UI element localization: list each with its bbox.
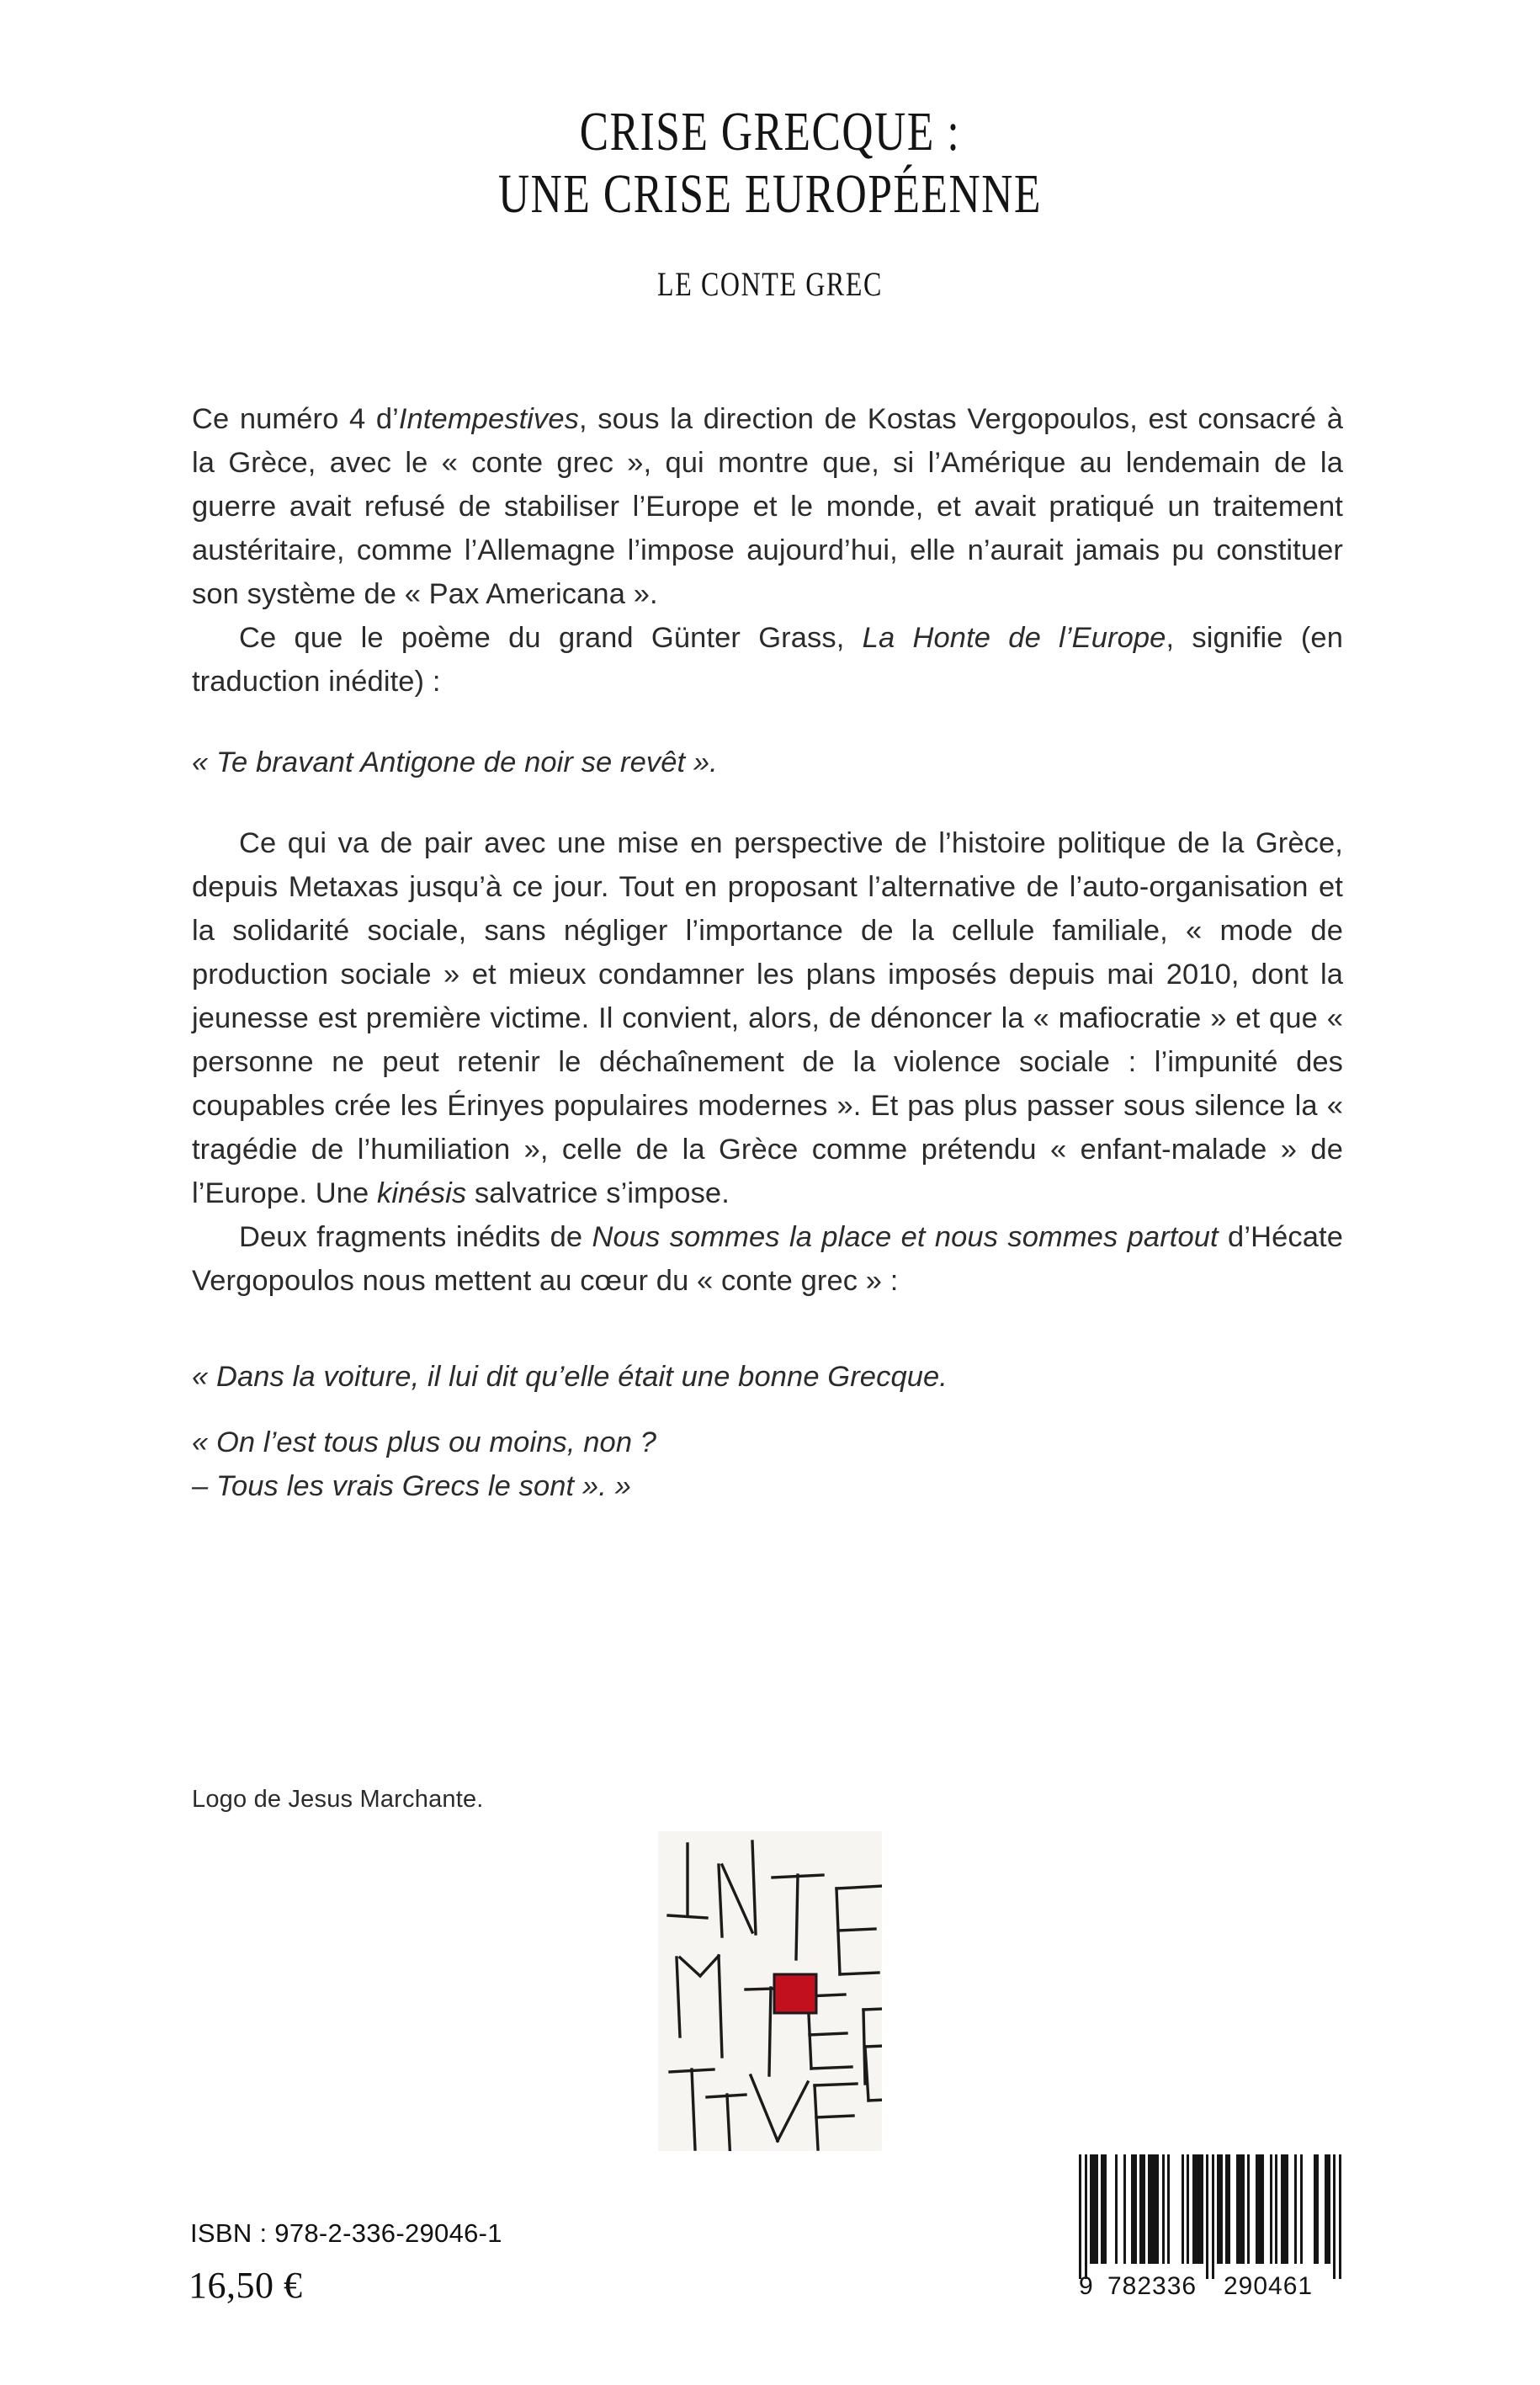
quote-grass: « Te bravant Antigone de noir se revêt ». — [192, 746, 718, 778]
quote-fragment-2-line-1: « On l’est tous plus ou moins, non ? — [192, 1426, 657, 1458]
title-line-2: UNE CRISE EUROPÉENNE — [497, 162, 1043, 225]
para1-pre: Ce numéro 4 d’ — [192, 403, 399, 435]
para1-italic-title: Intempestives — [398, 403, 580, 435]
paragraph-4 — [192, 1215, 1343, 1303]
blurb-text — [192, 397, 1343, 1508]
para2-post: , signifie (en traduction inédite) : — [192, 622, 1343, 698]
spacer — [192, 784, 1343, 821]
paragraph-3 — [192, 821, 1343, 1215]
title-line-1: CRISE GRECQUE : — [579, 101, 961, 162]
spacer — [192, 1303, 1343, 1355]
intempestives-logo — [658, 1831, 882, 2151]
intempestives-logo-art — [658, 1831, 882, 2151]
title-block — [0, 101, 1540, 304]
spacer — [192, 704, 1343, 741]
para2-italic-title: La Honte de l’Europe — [862, 622, 1166, 654]
barcode-digits — [1079, 2272, 1341, 2313]
price-text: 16,50 € — [189, 2265, 303, 2306]
barcode — [1079, 2154, 1341, 2316]
quote-fragment-2-line-2: – Tous les vrais Grecs le sont ». » — [192, 1470, 631, 1502]
barcode-bars — [1079, 2154, 1341, 2279]
logo-red-square — [774, 1974, 816, 2013]
para4-italic-title: Nous sommes la place et nous sommes partout — [592, 1221, 1219, 1253]
para3-post: salvatrice s’impose. — [466, 1177, 730, 1209]
spacer — [192, 1399, 1343, 1421]
page-title — [169, 101, 1370, 226]
para4-pre: Deux fragments inédits de — [239, 1221, 592, 1253]
quote-fragment-1: « Dans la voiture, il lui dit qu’elle était une bonne Grecque. — [192, 1361, 948, 1393]
para3-italic-word: kinésis — [377, 1177, 467, 1209]
paragraph-1 — [192, 397, 1343, 616]
para4-post: d’Hécate Vergopoulos nous mettent au cœur du « conte grec » : — [192, 1221, 1343, 1297]
paragraph-2 — [192, 616, 1343, 704]
para1-post: , sous la direction de Kostas Vergopoulos, est consacré à la Grèce, avec le « conte grec », qui montre que, si l’Amérique au lendemain de la guerre avait refusé de stabiliser l’Europe et le monde, et avait pratiqué un traitement austéritaire, comme l’Allemagne l’impose aujourd’hui, elle n’aurait jamais pu constituer son système de « Pax Americana ». — [192, 403, 1343, 610]
isbn-text: ISBN : 978-2-336-29046-1 — [190, 2218, 502, 2248]
logo-credit: Logo de Jesus Marchante. — [192, 1786, 484, 1813]
page-subtitle: LE CONTE GREC — [657, 264, 883, 303]
para2-pre: Ce que le poème du grand Günter Grass, — [239, 622, 863, 654]
barcode-digit-group-2: 290461 — [1224, 2272, 1314, 2300]
barcode-digit-left: 9 — [1079, 2272, 1094, 2300]
barcode-digit-group-1: 782336 — [1107, 2272, 1197, 2300]
para3-main: Ce qui va de pair avec une mise en perspective de l’histoire politique de la Grèce, depuis Metaxas jusqu’à ce jour. Tout en proposant l’alternative de l’auto-organisation et la solidarité sociale, sans négliger l’importance de la cellule familiale, « mode de production sociale » et mieux condamner les plans imposés depuis mai 2010, dont la jeunesse est première victime. Il convient, alors, de dénoncer la « mafiocratie » et que « personne ne peut retenir le déchaînement de la violence sociale : l’impunité des coupables crée les Érinyes populaires modernes ». Et pas plus passer sous silence la « tragédie de l’humiliation », celle de la Grèce comme prétendu « enfant-malade » de l’Europe. Une — [192, 827, 1343, 1209]
